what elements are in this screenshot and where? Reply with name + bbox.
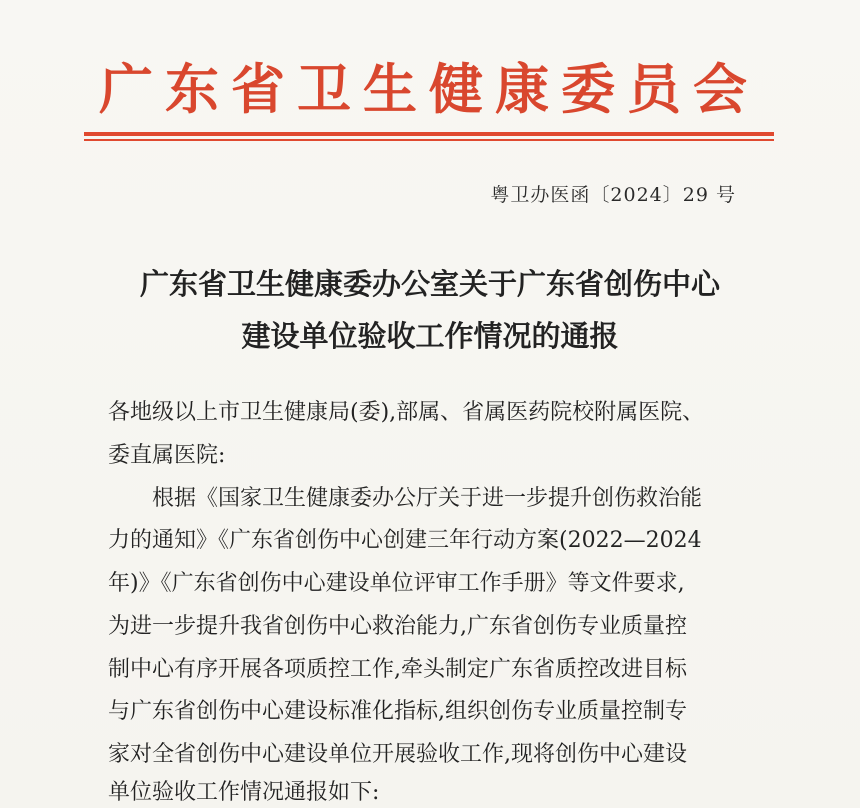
body-line: 为进一步提升我省创伤中心救治能力,广东省创伤专业质量控 xyxy=(108,614,687,639)
body-line: 与广东省创伤中心建设标准化指标,组织创伤专业质量控制专 xyxy=(108,699,687,724)
body-line: 委直属医院: xyxy=(108,443,226,468)
document-title-line-1: 广东省卫生健康委办公室关于广东省创伤中心 xyxy=(139,267,720,301)
body-line: 制中心有序开展各项质控工作,牵头制定广东省质控改进目标 xyxy=(108,657,687,682)
letterhead-title: 广东省卫生健康委员会 xyxy=(99,58,759,121)
letterhead-rule-thick xyxy=(84,132,774,136)
body-line: 家对全省创伤中心建设单位开展验收工作,现将创伤中心建设 xyxy=(108,742,687,767)
body-line: 力的通知》《广东省创伤中心创建三年行动方案(2022—2024 xyxy=(108,528,702,553)
body-line: 年)》《广东省创伤中心建设单位评审工作手册》等文件要求, xyxy=(108,571,685,596)
document-title-line-2: 建设单位验收工作情况的通报 xyxy=(241,319,619,353)
letterhead-rule-thin xyxy=(84,139,774,141)
body-line: 根据《国家卫生健康委办公厅关于进一步提升创伤救治能 xyxy=(152,486,703,511)
body-line: 各地级以上市卫生健康局(委),部属、省属医药院校附属医院、 xyxy=(108,400,705,425)
body-line: 单位验收工作情况通报如下: xyxy=(108,780,380,805)
document-number: 粤卫办医函〔2024〕29 号 xyxy=(490,184,736,206)
